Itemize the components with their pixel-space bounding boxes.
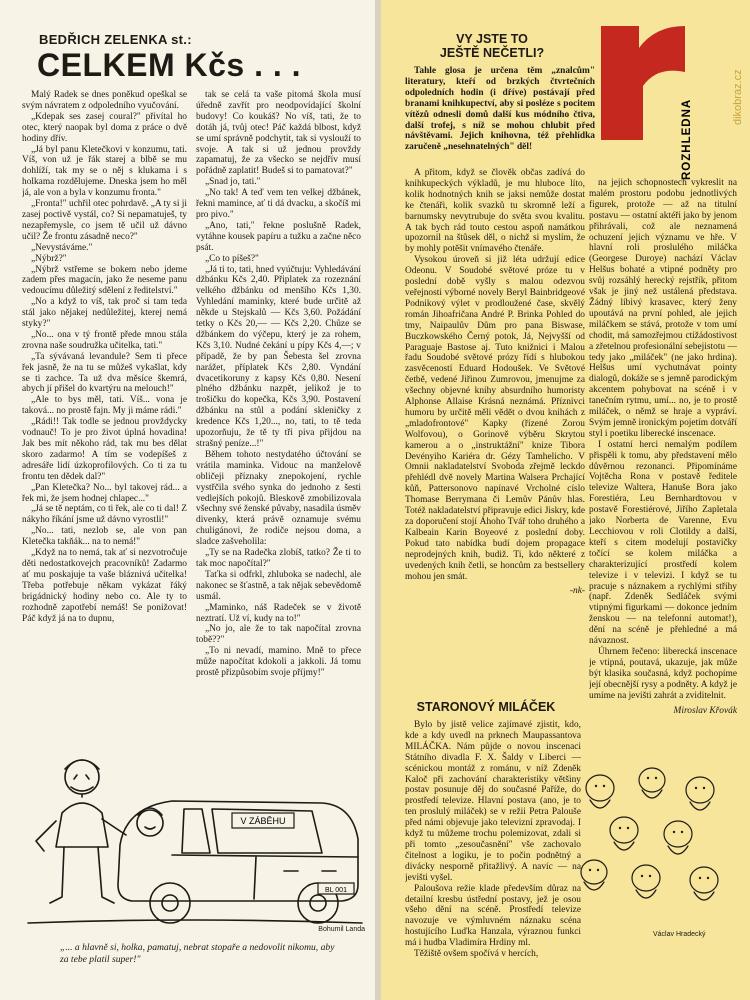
paragraph: „Nýbrž?" [31,253,67,264]
heading-line-1: VY JSTE TO [456,32,528,46]
paragraph: „Já se tě neptám, co ti řek, ale co ti dal! Z nákyho říkání jsme už dávno vyrostli!" [22,504,187,526]
paragraph: Malý Radek se dnes poněkud opeškal se svým návratem z odpoledního vyučování. [22,90,187,111]
paragraph: „No jo, ale že to tak napočítal zrovna tobě??" [196,624,361,646]
paragraph: „No tak! A teď vem ten velkej džbánek, řekni mamince, ať ti dá dvacku, a skočíš mi pro pivo." [196,188,361,220]
paragraph: na jejich schopnostech vykreslit na malém prostoru podobu jednotlivých figurek, protože — až na titulní postavu — ostatní aktéři jako by jenom přihrávali, což ale neznamená ochuzení jejich významu ve hře. V hlavní roli proslulého miláčka (Georgese Duroye) nachází Václav Helšus bohaté a vtipné podněty pro svůj rozsáhlý herecký rejstřík, přitom však je jiný než ustálená představa. Žádný líbivý krasavec, který ženy upoutává na první pohled, ale jejich miláčkem se stává, protože v tom umí chodit, má samozřejmou ctižádostivost a zřetelnou profesionální sebejistotu — tedy jako „miláček" (ne jako hrdina). Helšus umí vychutnávat pointy dialogů, dokáže se s jemně parodickým akcentem pohybovat na scéně i v tanečním rytmu, umí... no, je to prostě miláček, o němž se hraje a vypráví. Svým jemně ironickým pojetím dotváří styl i poetiku liberecké inscenace. [589,178,737,439]
theatre-review-column [405,720,581,985]
car-sign-text: V ZÁBĚHU [240,816,286,826]
paragraph: „Fronta!" uchřil otec pohrdavě. „A ty si ji zasej poctivě vystál, co? Si nepamatuješ, ty nezapřemysle, co jsem tě učil už dávno učil? Že frontu zásadně neco?" [22,199,187,242]
paragraph: Taťka si odfrkl, zhluboka se nadechl, ale nakonec se šťastně, a tak nějak sebevědomě usmál. [196,569,361,602]
review-column-left [405,168,585,673]
section-heading: STARONOVÝ MILÁČEK [416,700,556,714]
cartoon-credit: Bohumil Landa [318,926,365,933]
paragraph: „Kdepak ses zasej coural?" přivítal ho otec, který naopak byl doma z práce o dvě hodiny dřív. [22,111,187,144]
paragraph: „Nýbrž vstřeme se bokem nebo jdeme zadem přes magacín, jako že neseme panu vedoucímu důležitý sdělení z ředitelství." [22,264,187,297]
review-column-right [589,178,737,743]
paragraph: „Já byl panu Kletečkovi v konzumu, tati. Víš, von už je řák starej a blbě se mu dohlíží, tak my se o něj s klukama i s holkama rozdělujeme. Dneska jsem ho měl já, ale von a byla v konzumu fronta." [22,144,187,199]
signature: Miroslav Křovák [673,705,737,716]
paragraph: „No a když to víš, tak proč si tam teda stál jako nějakej nedůležitej, kterej nemá styky?" [22,297,187,330]
cartoon-caption: „... a hlavně si, holka, pamatuj, nebrat stopaře a nedovolit nikomu, aby za tebe platil super!" [60,942,335,965]
paragraph: „Pan Kletečka? No... byl takovej rád... a řek mi, že jsem hodnej chlapec..." [22,482,187,504]
story-column-2 [196,90,361,730]
paragraph: „Co to píšeš?" [205,253,259,264]
paragraph: „Když na to nemá, tak ať si nezvotročuje děti nedostatkovejch pracovníků! Zadarmo ať mu poskajuje ta vaše bláznivá učitelka! Třeba potřebuje někam vykázat řáký brigádnický hodiny nebo co. Ale ty to rozhodně zapotřebí nemáš! Se ponižovat! Páč když já na to dupnu, [22,548,187,624]
paragraph: „Maminko, náš Radeček se v životě neztratí. Už ví, kudy na to!" [196,602,361,624]
heading-line-2: JEŠTĚ NEČETLI? [439,46,545,60]
paragraph: A přitom, když se člověk občas zadívá do knihkupeckých výkladů, je mu hluboce líto, kolik hodnotných knih se jaksi nemůže dostat ke čtenáři, kolik svazků tu skromně leží a barnumsky nevytrubuje do světa svou kvalitu. A tak bych rád touto cestou aspoň namátkou upozornil na štůsek děl, o nichž si myslím, že by mohly potěšit vnímavého čtenáře. [405,168,585,255]
paragraph: „No... ona v tý frontě přede mnou stála zrovna naše soudružka učitelka, tati." [22,329,187,351]
paragraph: „Snad jo, tati." [205,177,261,188]
paragraph: „Ty se na Radečka zlobíš, tatko? Že ti to tak moc napočítal?" [196,548,361,569]
car-cartoon-illustration [22,735,367,935]
watermark-text: dikobraz.cz [732,69,744,125]
rubric-label [678,30,694,180]
paragraph: Paloušova režie klade především důraz na detailní kresbu ústřední postavy, jež je osou všeho dění na scéně. Prostředí televize navozuje ve výmluvném náznaku scéna hostujícího Luďka Hanzala, výraznou funkci má i hudba Vladimíra Hrdiny ml. [405,883,581,949]
paragraph: Úhrnem řečeno: liberecká inscenace je vtipná, poutavá, ukazuje, jak může být klasika současná, když pochopíme její obecnější rysy a podněty. A když je umíme na jevišti zahrát a zviditelnit. [589,646,737,701]
article-heading [417,32,567,60]
paragraph: Těžiště ovšem spočívá v hercích, [414,949,539,960]
paragraph: Bylo by jistě velice zajímavé zjistit, kdo, kde a kdy uvedl na prknech Maupassantova MILÁČKA. Nám půjde o novou inscenaci Státního divadla F. X. Šaldy v Liberci — scénickou montáž z románu, v níž Zdeněk Kaloč při zachování charakteristiky většiny postav posunuje děj do současné Paříže, do prostředí televize. Hlavní postava (ano, je to ten proslulý miláček) se v režii Petra Palouše před námi objevuje jako televizní zpravodaj. I když tu můžeme trochu polemizovat, zdali si při tomto „zesoučasnění" vše zachovalo čitelnost a logiku, je to počin podnětný a divácky nesporně přitažlivý. A navíc — na jevišti vyšel. [405,720,581,883]
signature: -nk- [569,586,585,597]
paragraph: Vysokou úroveň si již léta udržují edice Odeonu. V Soudobé světové próze tu v poslední době vyšly s malou odezvou veřejnosti výborné novely Beryl Bainbridgeové Podnikový výlet v prodloužené čase, skvělý román Jihoafričana André P. Brinka Pohled do tmy, Naipaulův Dům pro pana Biswase, Buczkowského Černý potok, Já, Nejvyšší od Paraguaje Bastose aj. Tuto knižnici i Malou řadu Soudobé světové prózy řídí s hlubokou zasvěceností Eduard Hodoušek. Ve Světové četbě, vedené Jiřinou Zumrovou, jmenujme za všechny objevné knihy absurdního humoristy Alphonse Allaise Krásná neznámá. Příznivci humoru by určitě měli vědět o dvou knihách z „mladofrontové" Kapky (řízené Zorou Wolfovou), o Gorinově výběru Skrytou kamerou a o „instruktážní" knize Tibora Devényiho Kariéra dr. Gézy Tamhelicho. V Omnii nakladatelství Svoboda zřejmě leckdo přehlédl dvě novely Martina Walsera Prchající kůň, Pattersonovo napínavé Vrcholné císlo Thomase Berrymana či Lemův Pánův hlas. Totéž nakladatelství připravuje edici Jiskry, kde za doporučení stojí Áhoho Tvář toho druhého a Kalbeain Karin Boyeové z poslední doby. Pokud tato nabídka budí dojem propagace neprodejných knih, budiž. Ti, kdo některé z uvedených knih četli, se honcům za bestsellery mohou jen smát. [405,255,585,582]
paragraph: tak se celá ta vaše pitomá škola musí úředně zavřít pro neodpovídající školní budovy! Co koukáš? No víš, tati, že to dotáh já, tvůj otec! Páč každá blbost, když se umí správně podchytit, tak si vyslouží to svoje. A tak si už jednou provždy zapamatuj, že za všecko se nejdřív musí pořádně zaplatit! Budeš si to pamatovat?" [196,90,361,177]
car-license-plate: BL 001 [325,887,347,894]
paragraph: „Rádi!! Tak todle se jednou provždycky vodnauč! To je pro život úplná hovadina! Jak bes mít někoho rád, tak mu bes dělat skoro zadarmo! A tím se vodepíšeš z adresáře lidí úzkoprofilových. Co ti za tu frontu ten dědek dal?" [22,417,187,482]
author-line: BEDŘICH ZELENKA st.: [39,32,192,47]
article-title: CELKEM Kčs . . . [37,47,302,83]
intro-text: Tahle glosa je určena těm „znalcům" literatury, kteří od brzkých čtvrtečních odpoledních hodin (i dříve) postávají před branami knihkupectví, aby si posléze s pocitem vítězů odnesli domů další kus módního čtiva, další trofej, s níž se mohou chlubit před návštěvami. Jejich knihovna, též přehlídka zaručeně „nesehnatelných" děl! [405,66,595,153]
drawing-credit: Václav Hradecký [653,931,706,938]
paragraph: I ostatní herci nemalým podílem přispěli k tomu, aby představení mělo důvěrnou rezonanci. Připomínáme Vojtěcha Rona v postavě ředitele televize Waltera, Hanuše Bora jako Forestiéra, Leu Bernhardtovou v postavě Forestiérové, Jiřího Zapletala jako Norberta de Varenne, Evu Lecchiovou v roli Clotildy a další, kteří s citem modelují postavičky točící se kolem miláčka a charakterizující prostředí kolem televize i v televizi. I když se tu pracuje s náznakem a rychlými střihy (např. Zdeněk Sedláček svými vtipnými figurkami — dokonce jedním ženskou — na telefonní automat!), dění na scéně je přehledné a má návaznost. [589,439,737,647]
paragraph: „Ano, tati," řekne poslušně Radek, vytáhne kousek papíru a tužku a začne něco psát. [196,220,361,253]
paragraph: „To ni nevadí, mamino. Mně to přece může napočítat kdokoli a jakkoli. Já tomu prostě přizpůsobím svoje příjmy!" [196,646,361,679]
rubric-label-text: ROZHLEDNA [681,98,693,180]
paragraph: „Nevystáváme." [31,242,93,253]
crowd-drawing-illustration [572,760,732,925]
paragraph: „Ta sývávaná levandule? Sem ti přece řek jasně, že na tu se můžeš vykašlat, kdy se ti zachce. Ta už dva měsíce škemrá, abych jí přišel do kvartýru na melouch!" [22,351,187,395]
paragraph: „Já ti to, tati, hned vyúčtuju: Vyhledávání džbánku Kčs 2,40. Připlatek za rozeznání velkého džbánku od menšího Kčs 1,30. Vyhledání maminky, které bude určitě až někde u Stejskalů — Kčs 3,60. Požádání tetky o Kčs 20,— — Kčs 2,20. Chůze se džbánkem do výčepu, který je za rohem, Kčs 3,10. Nudné čekání u pípy Kčs 4,—; v případě, že by pan Šebesta šel zrovna narážet, příplatek Kčs 2,80. Vyndání dvacetikoruny z kapsy Kčs 0,80. Nesení plného džbánku nazpět, jelikož je to trošičku do kopečka, Kčs 3,90. Postavení džbánku na stůl a podání skleničky z kredence Kčs 1,20..., no, tati, to tě teda upozorňuju, že tě ty tři piva přijdou na strašný peníze...!" [196,264,361,449]
paragraph: Během tohoto nestydatého účtování se vrátila maminka. Vidouc na manželově obličeji příznaky znepokojení, rychle vystřčila svého synka do jednoho z šesti vedlejších pokojů. Bleskově zmobilizovala všechny své ženské půvaby, nasadila úsměv divenky, která právě oznamuje svému chuligánovi, že rodiče nejsou doma, a sladce zašveholila: [196,449,361,548]
paragraph: „Ale to bys měl, tati. Víš... vona je taková... no prostě fajn. My ji máme rádi." [22,395,187,417]
site-watermark [726,20,746,140]
intro-paragraph [405,66,595,166]
paragraph: „No... tati, nezlob se, ale von pan Kletečka takňák... na to nemá!" [22,526,187,548]
story-column-1 [22,90,187,730]
